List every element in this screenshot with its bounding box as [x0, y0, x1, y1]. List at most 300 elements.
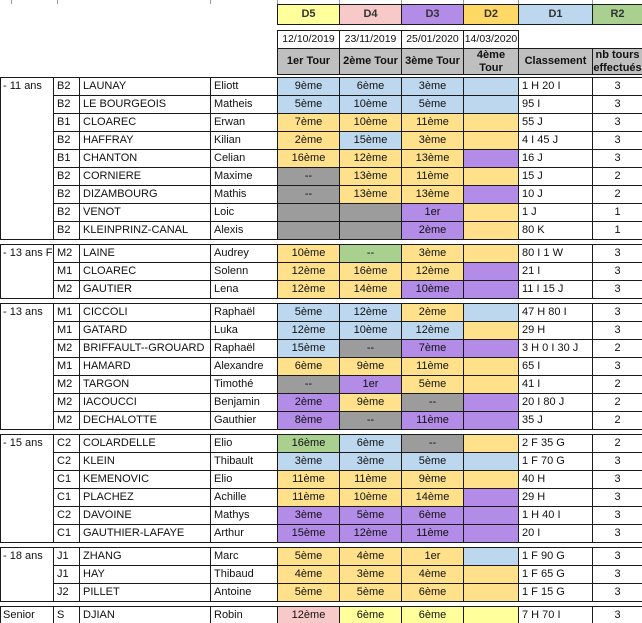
- group-senior: [0, 606, 642, 623]
- nb-tours-cell[interactable]: 2: [593, 435, 642, 452]
- tour-1-result-cell[interactable]: 12ème: [278, 281, 339, 298]
- tour-3-result-cell[interactable]: 13ème: [402, 150, 463, 167]
- first-name-cell[interactable]: Thibault: [211, 453, 277, 470]
- gridline-tick: [518, 0, 519, 4]
- tour-3-result-cell[interactable]: 6ème: [402, 507, 463, 524]
- tour-3-result-cell[interactable]: 11ème: [402, 358, 463, 375]
- first-name-cell[interactable]: Loic: [211, 204, 277, 221]
- tour-1-result-cell[interactable]: 5ème: [278, 548, 339, 565]
- tour-1-result-cell[interactable]: --: [278, 186, 339, 203]
- tour-1-result-cell[interactable]: 15ème: [278, 340, 339, 357]
- classement-cell[interactable]: 1 J: [519, 204, 592, 221]
- tour-4-result-cell[interactable]: [464, 525, 518, 542]
- tour-3-result-cell[interactable]: 11ème: [402, 114, 463, 131]
- tour-2-result-cell[interactable]: 10ème: [340, 96, 401, 113]
- tour-2-result-cell[interactable]: 4ème: [340, 548, 401, 565]
- nb-tours-cell[interactable]: 3: [593, 245, 642, 262]
- classement-cell[interactable]: 1 F 65 G: [519, 566, 592, 583]
- tour-1-result-cell[interactable]: 2ème: [278, 132, 339, 149]
- first-name-cell[interactable]: Timothé: [211, 376, 277, 393]
- group-15-ans: [0, 434, 642, 543]
- last-name-cell[interactable]: HAY: [80, 566, 210, 583]
- tour-2-result-cell[interactable]: 6ème: [340, 78, 401, 95]
- category-code-cell[interactable]: B2: [54, 78, 79, 95]
- tour-3-result-cell[interactable]: 2ème: [402, 222, 463, 239]
- last-name-cell[interactable]: BRIFFAULT--GROUARD: [80, 340, 210, 357]
- tour-2-result-cell[interactable]: 12ème: [340, 304, 401, 321]
- group-13-ans-f: [0, 244, 642, 299]
- tour-1-result-cell[interactable]: 10ème: [278, 245, 339, 262]
- groups: [0, 77, 642, 623]
- first-name-cell[interactable]: Lena: [211, 281, 277, 298]
- last-name-cell[interactable]: PILLET: [80, 584, 210, 601]
- category-code-cell[interactable]: M1: [54, 304, 79, 321]
- tour-3-result-cell[interactable]: --: [402, 435, 463, 452]
- group-label-cell[interactable]: Senior: [1, 607, 53, 623]
- classement-cell[interactable]: 20 I: [519, 525, 592, 542]
- last-name-cell[interactable]: CICCOLI: [80, 304, 210, 321]
- first-name-cell[interactable]: Achille: [211, 489, 277, 506]
- group-label-cell[interactable]: - 13 ans F: [1, 245, 53, 298]
- tour-4-result-cell[interactable]: [464, 412, 518, 429]
- last-name-cell[interactable]: TARGON: [80, 376, 210, 393]
- tour-3-result-cell[interactable]: 9ème: [402, 471, 463, 488]
- tour-4-result-cell[interactable]: [464, 566, 518, 583]
- tour-4-result-cell[interactable]: [464, 584, 518, 601]
- first-name-cell[interactable]: Elio: [211, 471, 277, 488]
- tour-3-result-cell[interactable]: 1er: [402, 548, 463, 565]
- tour-2-result-cell[interactable]: 6ème: [340, 435, 401, 452]
- tour-4-result-cell[interactable]: [464, 507, 518, 524]
- nb-tours-cell[interactable]: 3: [593, 281, 642, 298]
- last-name-cell[interactable]: KLEINPRINZ-CANAL: [80, 222, 210, 239]
- last-name-cell[interactable]: HAMARD: [80, 358, 210, 375]
- category-code-cell[interactable]: B2: [54, 132, 79, 149]
- first-name-cell[interactable]: Thibaud: [211, 566, 277, 583]
- classement-cell[interactable]: 1 H 20 I: [519, 78, 592, 95]
- tour-3-result-cell[interactable]: 1er: [402, 204, 463, 221]
- tour-1-result-cell[interactable]: 8ème: [278, 412, 339, 429]
- tour-2-result-cell[interactable]: 11ème: [340, 471, 401, 488]
- nb-tours-cell[interactable]: 3: [593, 322, 642, 339]
- tour-4-result-cell[interactable]: [464, 340, 518, 357]
- classement-cell[interactable]: 16 J: [519, 150, 592, 167]
- tour-4-result-cell[interactable]: [464, 263, 518, 280]
- tour-1-result-cell[interactable]: 6ème: [278, 358, 339, 375]
- tour-2-result-cell[interactable]: --: [340, 245, 401, 262]
- tour-1-result-cell[interactable]: 11ème: [278, 489, 339, 506]
- tour-1-result-cell[interactable]: 3ème: [278, 507, 339, 524]
- last-name-cell[interactable]: COLARDELLE: [80, 435, 210, 452]
- tour-4-result-cell[interactable]: [464, 168, 518, 185]
- classement-cell[interactable]: 10 J: [519, 186, 592, 203]
- tour-2-result-cell[interactable]: 15ème: [340, 132, 401, 149]
- first-name-cell[interactable]: Matheis: [211, 96, 277, 113]
- day-header-cell-r2[interactable]: R2: [593, 5, 642, 24]
- first-name-cell[interactable]: Arthur: [211, 525, 277, 542]
- tour-4-result-cell[interactable]: [464, 394, 518, 411]
- date-cell-1[interactable]: 12/10/2019: [278, 31, 339, 48]
- classement-cell[interactable]: 11 I 15 J: [519, 281, 592, 298]
- tour-4-result-cell[interactable]: [464, 222, 518, 239]
- day-header-cell-d1[interactable]: D1: [519, 5, 592, 24]
- tour-3-result-cell[interactable]: 11ème: [402, 525, 463, 542]
- first-name-cell[interactable]: Celian: [211, 150, 277, 167]
- tour-4-result-cell[interactable]: [464, 132, 518, 149]
- tour-4-result-cell[interactable]: [464, 281, 518, 298]
- category-code-cell[interactable]: M1: [54, 322, 79, 339]
- tour-3-result-cell[interactable]: 11ème: [402, 412, 463, 429]
- last-name-cell[interactable]: CLOAREC: [80, 114, 210, 131]
- group-label-cell[interactable]: - 11 ans: [1, 78, 53, 239]
- nb-tours-cell[interactable]: 3: [593, 150, 642, 167]
- first-name-cell[interactable]: Mathis: [211, 186, 277, 203]
- tour-3-result-cell[interactable]: 5ème: [402, 96, 463, 113]
- tour-1-result-cell[interactable]: 5ème: [278, 584, 339, 601]
- group-11-ans: [0, 77, 642, 240]
- category-code-cell[interactable]: B2: [54, 204, 79, 221]
- classement-cell[interactable]: 1 F 70 G: [519, 453, 592, 470]
- category-code-cell[interactable]: M2: [54, 245, 79, 262]
- tour-2-result-cell[interactable]: 9ème: [340, 358, 401, 375]
- tour-2-result-cell[interactable]: 10ème: [340, 489, 401, 506]
- first-name-cell[interactable]: Marc: [211, 548, 277, 565]
- tour-3-result-cell[interactable]: 3ème: [402, 245, 463, 262]
- classement-cell[interactable]: 15 J: [519, 168, 592, 185]
- last-name-cell[interactable]: HAFFRAY: [80, 132, 210, 149]
- tour-2-result-cell[interactable]: 5ème: [340, 584, 401, 601]
- classement-cell[interactable]: 1 F 15 G: [519, 584, 592, 601]
- last-name-cell[interactable]: DJIAN: [80, 607, 210, 623]
- tour-1-result-cell[interactable]: 12ème: [278, 607, 339, 623]
- date-header-row: [277, 30, 519, 49]
- nb-tours-cell[interactable]: 2: [593, 376, 642, 393]
- category-code-cell[interactable]: S: [54, 607, 79, 623]
- last-name-cell[interactable]: DECHALOTTE: [80, 412, 210, 429]
- category-code-cell[interactable]: M2: [54, 376, 79, 393]
- classement-cell[interactable]: 41 I: [519, 376, 592, 393]
- tour-2-result-cell[interactable]: 6ème: [340, 607, 401, 623]
- tour-4-result-cell[interactable]: [464, 78, 518, 95]
- tour-4-result-cell[interactable]: [464, 96, 518, 113]
- tour-3-result-cell[interactable]: 2ème: [402, 304, 463, 321]
- last-name-cell[interactable]: KLEIN: [80, 453, 210, 470]
- gridline-tick: [463, 0, 464, 4]
- tour-2-result-cell[interactable]: --: [340, 340, 401, 357]
- tour-3-result-cell[interactable]: 14ème: [402, 489, 463, 506]
- tour-3-result-cell[interactable]: 3ème: [402, 78, 463, 95]
- tour-4-result-cell[interactable]: [464, 435, 518, 452]
- round-header-row: [277, 48, 642, 75]
- category-code-cell[interactable]: B2: [54, 168, 79, 185]
- first-name-cell[interactable]: Luka: [211, 322, 277, 339]
- last-name-cell[interactable]: GATARD: [80, 322, 210, 339]
- category-code-cell[interactable]: C2: [54, 453, 79, 470]
- tour-4-result-cell[interactable]: [464, 186, 518, 203]
- round-header-cell-6[interactable]: nb tours effectués: [593, 49, 642, 74]
- last-name-cell[interactable]: PLACHEZ: [80, 489, 210, 506]
- tour-4-result-cell[interactable]: [464, 376, 518, 393]
- tour-3-result-cell[interactable]: --: [402, 394, 463, 411]
- tour-1-result-cell[interactable]: 5ème: [278, 96, 339, 113]
- classement-cell[interactable]: 3 H 0 I 30 J: [519, 340, 592, 357]
- group-label-cell[interactable]: - 18 ans: [1, 548, 53, 601]
- tour-4-result-cell[interactable]: [464, 471, 518, 488]
- classement-cell[interactable]: 29 H: [519, 489, 592, 506]
- round-header-cell-1[interactable]: 1er Tour: [278, 49, 339, 74]
- day-header-cell-d3[interactable]: D3: [402, 5, 463, 24]
- last-name-cell[interactable]: LAINE: [80, 245, 210, 262]
- classement-cell[interactable]: 40 H: [519, 471, 592, 488]
- tour-2-result-cell[interactable]: 1er: [340, 376, 401, 393]
- round-header-cell-5[interactable]: Classement: [519, 49, 592, 74]
- round-header-cell-3[interactable]: 3ème Tour: [402, 49, 463, 74]
- tour-4-result-cell[interactable]: [464, 548, 518, 565]
- tour-2-result-cell[interactable]: 13ème: [340, 168, 401, 185]
- tour-1-result-cell[interactable]: 15ème: [278, 525, 339, 542]
- category-code-cell[interactable]: C1: [54, 525, 79, 542]
- tour-3-result-cell[interactable]: 3ème: [402, 132, 463, 149]
- tour-1-result-cell[interactable]: 12ème: [278, 263, 339, 280]
- gridline-tick: [401, 0, 402, 4]
- tour-1-result-cell[interactable]: 16ème: [278, 435, 339, 452]
- tour-1-result-cell[interactable]: 2ème: [278, 394, 339, 411]
- classement-cell[interactable]: 1 F 90 G: [519, 548, 592, 565]
- first-name-cell[interactable]: Erwan: [211, 114, 277, 131]
- round-header-cell-4[interactable]: 4ème Tour: [464, 49, 518, 74]
- tour-3-result-cell[interactable]: 12ème: [402, 263, 463, 280]
- first-name-cell[interactable]: Raphaël: [211, 304, 277, 321]
- classement-cell[interactable]: 95 I: [519, 96, 592, 113]
- nb-tours-cell[interactable]: 3: [593, 304, 642, 321]
- tour-3-result-cell[interactable]: 12ème: [402, 322, 463, 339]
- tour-2-result-cell[interactable]: --: [340, 412, 401, 429]
- last-name-cell[interactable]: GAUTIER: [80, 281, 210, 298]
- category-code-cell[interactable]: M2: [54, 394, 79, 411]
- tour-3-result-cell[interactable]: 6ème: [402, 584, 463, 601]
- category-code-cell[interactable]: C2: [54, 435, 79, 452]
- tour-2-result-cell[interactable]: 5ème: [340, 507, 401, 524]
- group-18-ans: [0, 547, 642, 602]
- nb-tours-cell[interactable]: 2: [593, 412, 642, 429]
- first-name-cell[interactable]: Elio: [211, 435, 277, 452]
- tour-4-result-cell[interactable]: [464, 304, 518, 321]
- nb-tours-cell[interactable]: 3: [593, 607, 642, 623]
- day-header-cell-d5[interactable]: D5: [278, 5, 339, 24]
- tour-3-result-cell[interactable]: 4ème: [402, 566, 463, 583]
- spreadsheet-gridline-strip: [0, 0, 642, 4]
- group-label-cell[interactable]: - 15 ans: [1, 435, 53, 542]
- day-header-cell-d2[interactable]: D2: [464, 5, 518, 24]
- first-name-cell[interactable]: Alexandre: [211, 358, 277, 375]
- tour-2-result-cell[interactable]: 9ème: [340, 394, 401, 411]
- classement-cell[interactable]: 80 K: [519, 222, 592, 239]
- tour-4-result-cell[interactable]: [464, 150, 518, 167]
- classement-cell[interactable]: 55 J: [519, 114, 592, 131]
- tour-2-result-cell[interactable]: [340, 222, 401, 239]
- group-label-cell[interactable]: - 13 ans: [1, 304, 53, 429]
- classement-cell[interactable]: 35 J: [519, 412, 592, 429]
- nb-tours-cell[interactable]: 3: [593, 489, 642, 506]
- tour-1-result-cell[interactable]: [278, 204, 339, 221]
- nb-tours-cell[interactable]: 3: [593, 453, 642, 470]
- category-code-cell[interactable]: M1: [54, 358, 79, 375]
- classement-cell[interactable]: 21 I: [519, 263, 592, 280]
- category-code-cell[interactable]: M1: [54, 263, 79, 280]
- first-name-cell[interactable]: Benjamin: [211, 394, 277, 411]
- first-name-cell[interactable]: Maxime: [211, 168, 277, 185]
- category-code-cell[interactable]: J1: [54, 566, 79, 583]
- gridline-tick: [277, 0, 278, 4]
- gridline-tick: [11, 0, 12, 4]
- day-header-cell-d4[interactable]: D4: [340, 5, 401, 24]
- tour-1-result-cell[interactable]: 11ème: [278, 471, 339, 488]
- nb-tours-cell[interactable]: 3: [593, 358, 642, 375]
- tour-2-result-cell[interactable]: 10ème: [340, 114, 401, 131]
- gridline-tick: [57, 0, 58, 4]
- category-code-cell[interactable]: B2: [54, 222, 79, 239]
- tour-2-result-cell[interactable]: 16ème: [340, 263, 401, 280]
- tour-2-result-cell[interactable]: 12ème: [340, 150, 401, 167]
- date-cell-2[interactable]: 23/11/2019: [340, 31, 401, 48]
- tour-4-result-cell[interactable]: [464, 453, 518, 470]
- classement-cell[interactable]: 7 H 70 I: [519, 607, 592, 623]
- first-name-cell[interactable]: Robin: [211, 607, 277, 623]
- tour-2-result-cell[interactable]: 3ème: [340, 453, 401, 470]
- category-code-cell[interactable]: C1: [54, 489, 79, 506]
- classement-cell[interactable]: 65 I: [519, 358, 592, 375]
- first-name-cell[interactable]: Alexis: [211, 222, 277, 239]
- nb-tours-cell[interactable]: 3: [593, 78, 642, 95]
- date-cell-4[interactable]: 14/03/2020: [464, 31, 518, 48]
- nb-tours-cell[interactable]: 2: [593, 168, 642, 185]
- first-name-cell[interactable]: Gauthier: [211, 412, 277, 429]
- nb-tours-cell[interactable]: 2: [593, 186, 642, 203]
- tour-3-result-cell[interactable]: 6ème: [402, 607, 463, 623]
- tour-2-result-cell[interactable]: 3ème: [340, 566, 401, 583]
- tour-4-result-cell[interactable]: [464, 489, 518, 506]
- gridline-tick: [592, 0, 593, 4]
- tour-3-result-cell[interactable]: 5ème: [402, 376, 463, 393]
- round-header-cell-2[interactable]: 2ème Tour: [340, 49, 401, 74]
- date-cell-3[interactable]: 25/01/2020: [402, 31, 463, 48]
- category-code-cell[interactable]: B1: [54, 150, 79, 167]
- tour-3-result-cell[interactable]: 13ème: [402, 186, 463, 203]
- classement-cell[interactable]: 4 I 45 J: [519, 132, 592, 149]
- last-name-cell[interactable]: LE BOURGEOIS: [80, 96, 210, 113]
- classement-cell[interactable]: 1 H 40 I: [519, 507, 592, 524]
- last-name-cell[interactable]: CORNIERE: [80, 168, 210, 185]
- nb-tours-cell[interactable]: 3: [593, 263, 642, 280]
- classement-cell[interactable]: 47 H 80 I: [519, 304, 592, 321]
- category-code-cell[interactable]: J2: [54, 584, 79, 601]
- category-code-cell[interactable]: B1: [54, 114, 79, 131]
- last-name-cell[interactable]: LAUNAY: [80, 78, 210, 95]
- tour-1-result-cell[interactable]: 16ème: [278, 150, 339, 167]
- last-name-cell[interactable]: CLOAREC: [80, 263, 210, 280]
- tour-3-result-cell[interactable]: 11ème: [402, 168, 463, 185]
- category-code-cell[interactable]: M2: [54, 340, 79, 357]
- nb-tours-cell[interactable]: 3: [593, 548, 642, 565]
- tour-4-result-cell[interactable]: [464, 114, 518, 131]
- tour-1-result-cell[interactable]: --: [278, 376, 339, 393]
- tour-1-result-cell[interactable]: 7ème: [278, 114, 339, 131]
- nb-tours-cell[interactable]: 2: [593, 340, 642, 357]
- tour-2-result-cell[interactable]: [340, 204, 401, 221]
- tour-2-result-cell[interactable]: 13ème: [340, 186, 401, 203]
- last-name-cell[interactable]: VENOT: [80, 204, 210, 221]
- category-code-cell[interactable]: M2: [54, 412, 79, 429]
- classement-cell[interactable]: 2 F 35 G: [519, 435, 592, 452]
- category-code-cell[interactable]: C1: [54, 471, 79, 488]
- first-name-cell[interactable]: Kilian: [211, 132, 277, 149]
- category-code-cell[interactable]: B2: [54, 96, 79, 113]
- tour-1-result-cell[interactable]: 12ème: [278, 322, 339, 339]
- tour-1-result-cell[interactable]: 4ème: [278, 566, 339, 583]
- tour-4-result-cell[interactable]: [464, 245, 518, 262]
- nb-tours-cell[interactable]: 3: [593, 584, 642, 601]
- first-name-cell[interactable]: Antoine: [211, 584, 277, 601]
- first-name-cell[interactable]: Eliott: [211, 78, 277, 95]
- tour-2-result-cell[interactable]: 12ème: [340, 525, 401, 542]
- nb-tours-cell[interactable]: 2: [593, 394, 642, 411]
- tour-4-result-cell[interactable]: [464, 204, 518, 221]
- category-code-cell[interactable]: C2: [54, 507, 79, 524]
- last-name-cell[interactable]: KEMENOVIC: [80, 471, 210, 488]
- tour-1-result-cell[interactable]: [278, 222, 339, 239]
- tour-2-result-cell[interactable]: 10ème: [340, 322, 401, 339]
- nb-tours-cell[interactable]: 3: [593, 114, 642, 131]
- day-header-row: [277, 4, 642, 25]
- last-name-cell[interactable]: DAVOINE: [80, 507, 210, 524]
- tour-3-result-cell[interactable]: 7ème: [402, 340, 463, 357]
- category-code-cell[interactable]: M2: [54, 281, 79, 298]
- tour-3-result-cell[interactable]: 10ème: [402, 281, 463, 298]
- last-name-cell[interactable]: CHANTON: [80, 150, 210, 167]
- tour-1-result-cell[interactable]: 5ème: [278, 304, 339, 321]
- classement-cell[interactable]: 20 I 80 J: [519, 394, 592, 411]
- tour-1-result-cell[interactable]: --: [278, 168, 339, 185]
- first-name-cell[interactable]: Solenn: [211, 263, 277, 280]
- tour-2-result-cell[interactable]: 14ème: [340, 281, 401, 298]
- nb-tours-cell[interactable]: 3: [593, 132, 642, 149]
- nb-tours-cell[interactable]: 3: [593, 96, 642, 113]
- nb-tours-cell[interactable]: 3: [593, 507, 642, 524]
- tour-1-result-cell[interactable]: 3ème: [278, 453, 339, 470]
- first-name-cell[interactable]: Raphaël: [211, 340, 277, 357]
- first-name-cell[interactable]: Audrey: [211, 245, 277, 262]
- nb-tours-cell[interactable]: 1: [593, 222, 642, 239]
- nb-tours-cell[interactable]: 3: [593, 566, 642, 583]
- last-name-cell[interactable]: ZHANG: [80, 548, 210, 565]
- nb-tours-cell[interactable]: 1: [593, 204, 642, 221]
- last-name-cell[interactable]: DIZAMBOURG: [80, 186, 210, 203]
- last-name-cell[interactable]: IACOUCCI: [80, 394, 210, 411]
- tour-4-result-cell[interactable]: [464, 358, 518, 375]
- last-name-cell[interactable]: GAUTHIER-LAFAYE: [80, 525, 210, 542]
- classement-cell[interactable]: 80 I 1 W: [519, 245, 592, 262]
- nb-tours-cell[interactable]: 3: [593, 471, 642, 488]
- first-name-cell[interactable]: Mathys: [211, 507, 277, 524]
- tour-4-result-cell[interactable]: [464, 607, 518, 623]
- tour-3-result-cell[interactable]: 5ème: [402, 453, 463, 470]
- nb-tours-cell[interactable]: 3: [593, 525, 642, 542]
- tour-4-result-cell[interactable]: [464, 322, 518, 339]
- classement-cell[interactable]: 29 H: [519, 322, 592, 339]
- category-code-cell[interactable]: J1: [54, 548, 79, 565]
- category-code-cell[interactable]: B2: [54, 186, 79, 203]
- tour-1-result-cell[interactable]: 9ème: [278, 78, 339, 95]
